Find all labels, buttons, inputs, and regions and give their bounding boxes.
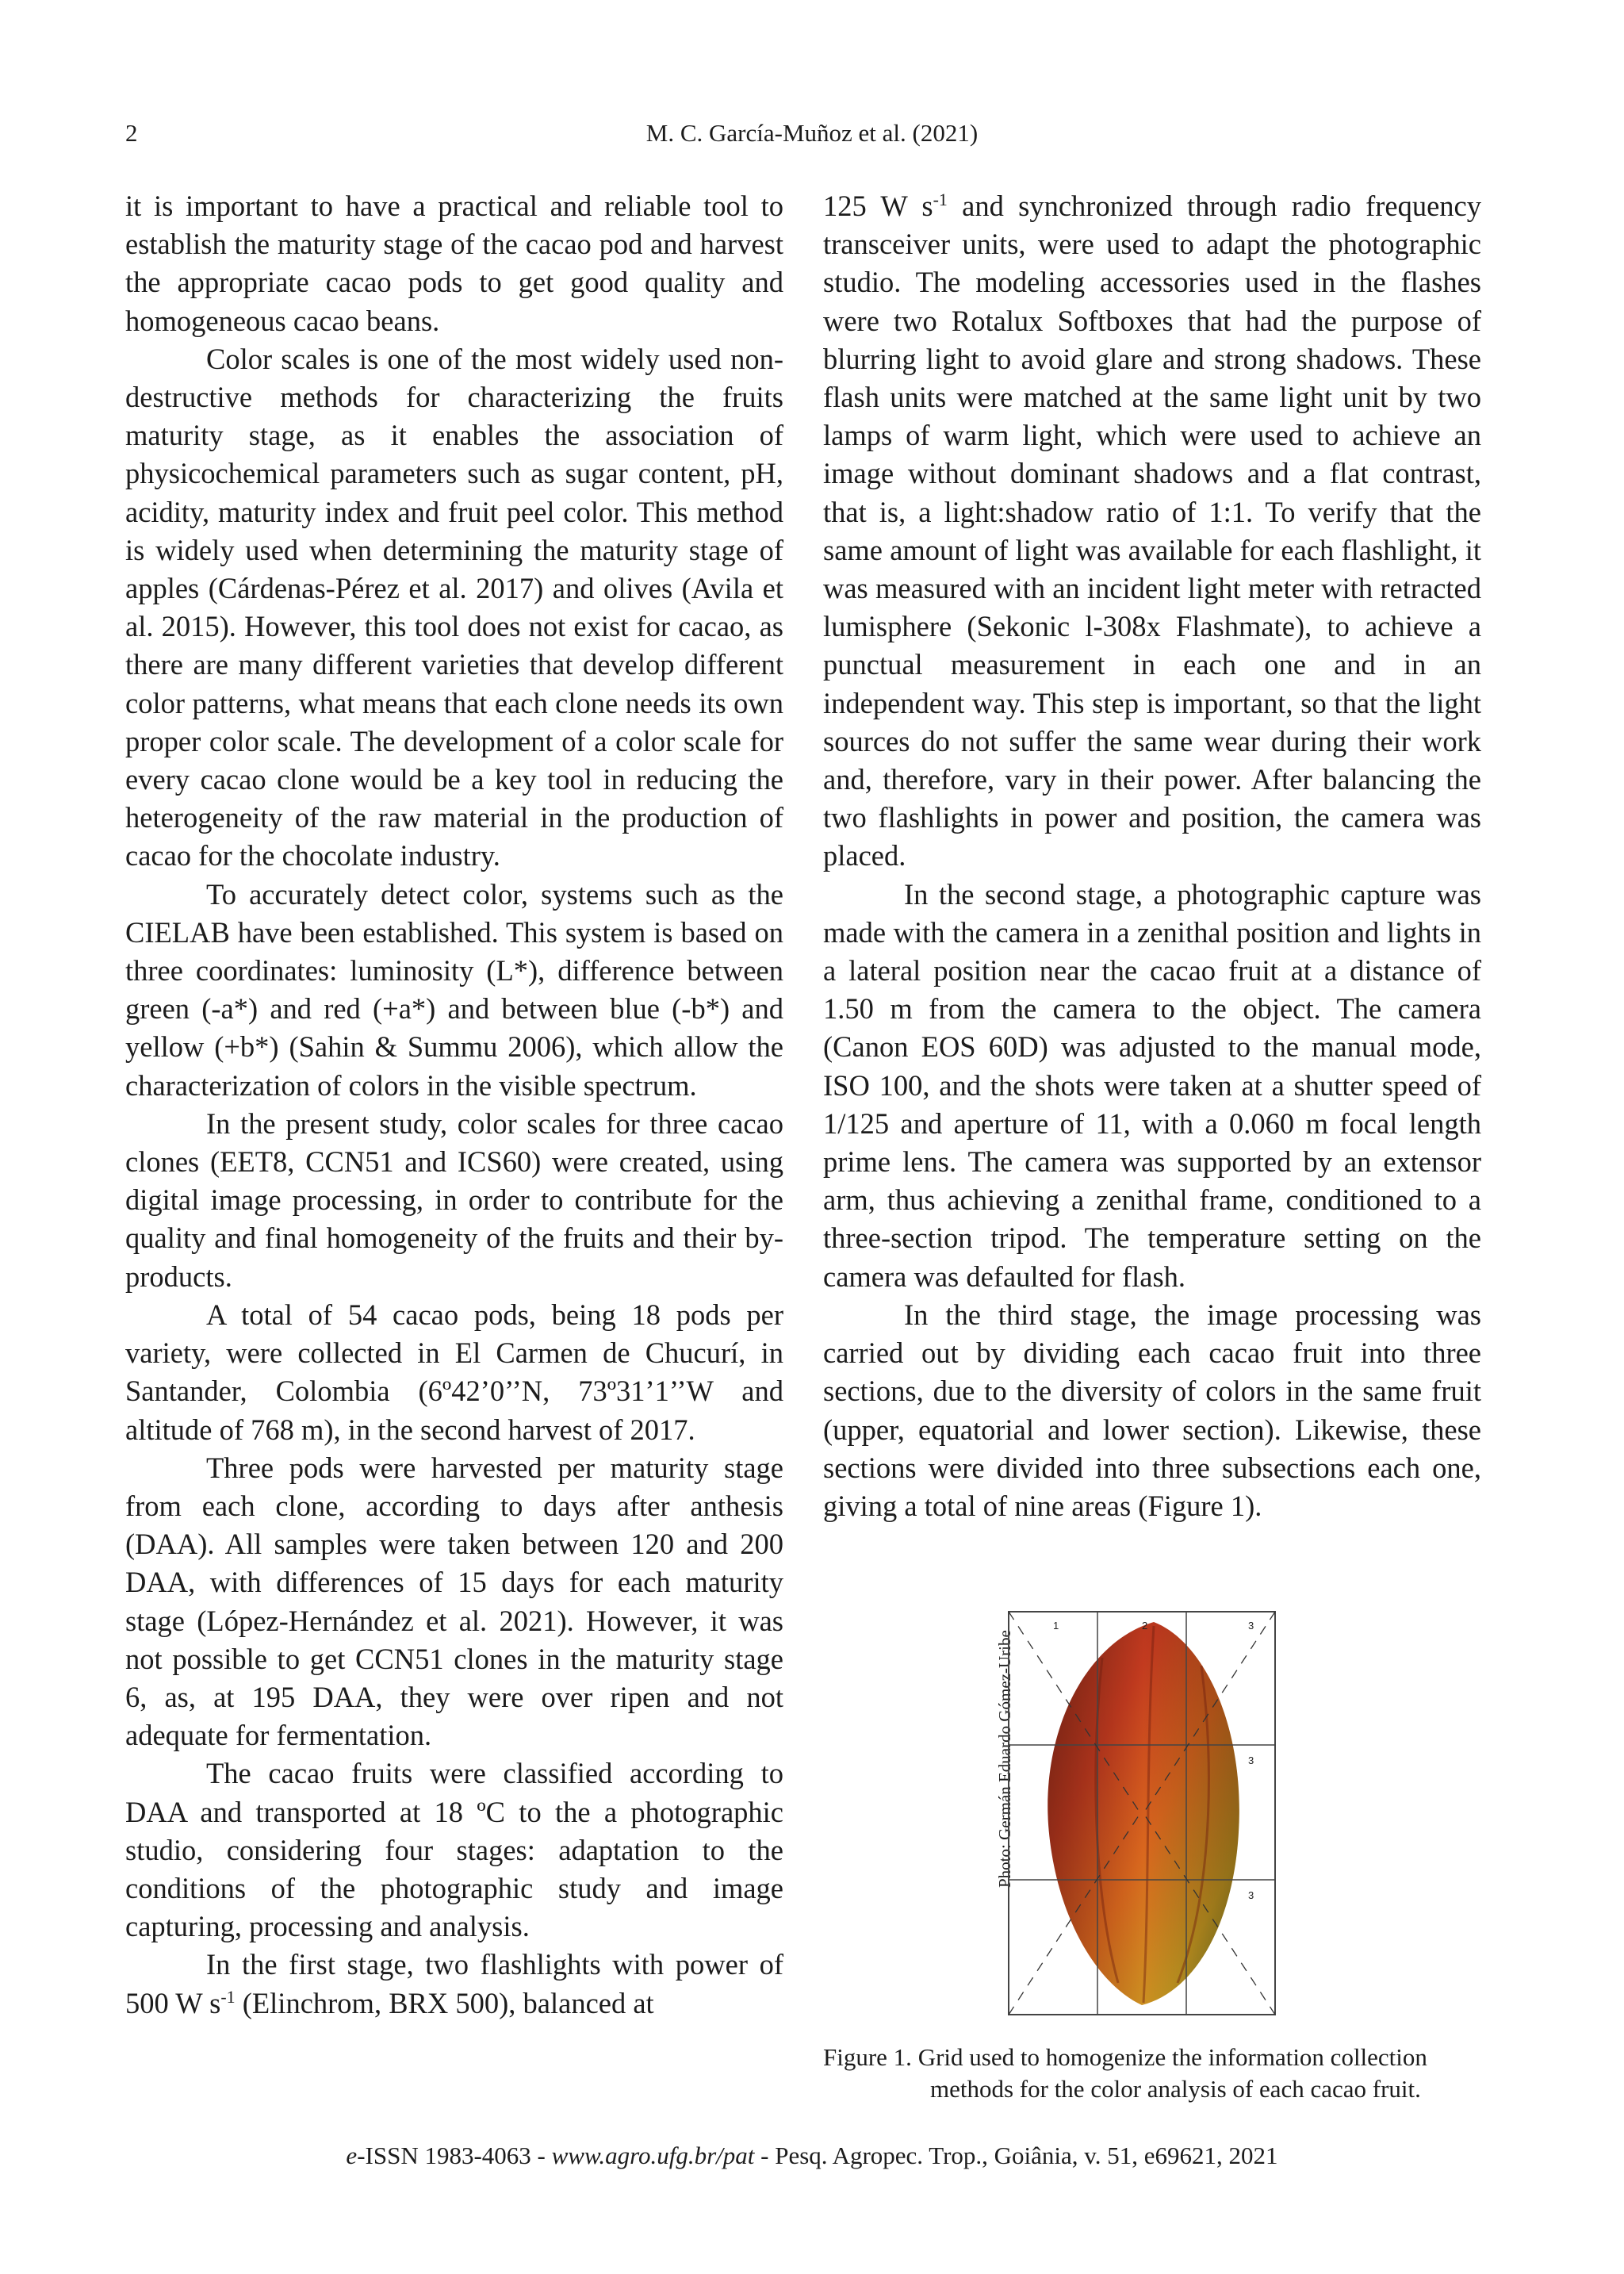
caption-text: Grid used to homogenize the information collection — [917, 2043, 1427, 2071]
caption-text: methods for the color analysis of each cacao fruit. — [930, 2075, 1421, 2103]
text-run: In the first stage, two flashlights with power of 500 W s — [125, 1948, 783, 2019]
paragraph: Color scales is one of the most widely used non-destructive methods for characterizing the fruits maturity stage, as it enables the association of physicochemical parameters such as sugar content, pH, acidity, maturity index and fruit peel color. This method is widely used when determining the maturity stage of apples (Cárdenas-Pérez et al. 2017) and olives (Avila et al. 2015). However, this tool does not exist for cacao, as there are many different varieties that develop different color patterns, what means that each clone needs its own proper color scale. The development of a color scale for every cacao clone would be a key tool in reducing the heterogeneity of the raw material in the production of cacao for the chocolate industry. — [125, 342, 783, 872]
right-column — [823, 187, 1481, 1525]
pod-shading — [1048, 1622, 1239, 2005]
superscript: -1 — [220, 1986, 236, 2007]
caption-label: Figure 1. — [823, 2043, 912, 2071]
running-head: M. C. García-Muñoz et al. (2021) — [645, 119, 979, 147]
paragraph — [125, 1946, 783, 2022]
paragraph — [823, 187, 1481, 876]
text-run: 125 W s — [823, 190, 933, 222]
footer — [0, 2142, 1624, 2170]
grid-label: 1 — [1053, 1620, 1059, 1632]
paragraph: In the present study, color scales for three cacao clones (EET8, CCN51 and ICS60) were created, using digital image processing, in order to contribute for the quality and final homogeneity of the fruits and their by-products. — [125, 1106, 783, 1293]
cacao-grid-figure — [1007, 1610, 1277, 2016]
left-column — [125, 187, 783, 2023]
text-run: and synchronized through radio frequency transceiver units, were used to adapt the photographic studio. The modeling accessories used in the flashes were two Rotalux Softboxes that had the purpose of blurring light to avoid glare and strong shadows. These flash units were matched at the same light unit by two lamps of warm light, which were used to achieve an image without dominant shadows and a flat contrast, that is, a light:shadow ratio of 1:1. To verify that the same amount of light was available for each flashlight, it was measured with an incident light meter with retracted lumisphere (Sekonic l-308x Flashmate), to achieve a punctual measurement in each one and in an independent way. This step is important, so that the light sources do not suffer the same wear during their work and, therefore, vary in their power. After balancing the two flashlights in power and position, the camera was placed. — [823, 190, 1481, 872]
paragraph: In the third stage, the image processing was carried out by dividing each cacao fruit into three sections, due to the diversity of colors in the same fruit (upper, equatorial and lower section). Likewise, these sections were divided into three subsections each one, giving a total of nine areas (Figure 1). — [823, 1298, 1481, 1522]
figure-caption — [823, 2042, 1481, 2105]
paragraph: A total of 54 cacao pods, being 18 pods per variety, were collected in El Carmen de Chucurí, in Santander, Colombia (6º42’0’’N, 73º31’1’’W and altitude of 768 m), in the second harvest of 2017. — [125, 1298, 783, 1446]
footer-issn: -ISSN 1983-4063 - — [357, 2142, 552, 2169]
superscript: -1 — [933, 189, 948, 209]
footer-journal: - Pesq. Agropec. Trop., Goiânia, v. 51, e69621, 2021 — [754, 2142, 1278, 2169]
footer-issn-prefix: e — [346, 2142, 358, 2169]
paragraph: To accurately detect color, systems such as the CIELAB have been established. This system is based on three coordinates: luminosity (L*), difference between green (-a*) and red (+a*) and between blue (-b*) and yellow (+b*) (Sahin & Summu 2006), which allow the characterization of colors in the visible spectrum. — [125, 877, 783, 1102]
photo-credit: Photo: Germán Eduardo Gómez-Uribe — [995, 1630, 1014, 1888]
paragraph: In the second stage, a photographic capture was made with the camera in a zenithal position and lights in a lateral position near the cacao fruit at a distance of 1.50 m from the camera to the object. The camera (Canon EOS 60D) was adjusted to the manual mode, ISO 100, and the shots were taken at a shutter speed of 1/125 and aperture of 11, with a 0.060 m focal length prime lens. The camera was supported by an extensor arm, thus achieving a zenithal frame, conditioned to a three-section tripod. The temperature setting on the camera was defaulted for flash. — [823, 877, 1481, 1293]
footer-url[interactable]: www.agro.ufg.br/pat — [551, 2142, 755, 2169]
grid-label: 3 — [1248, 1754, 1254, 1766]
paragraph: Three pods were harvested per maturity stage from each clone, according to days after anthesis (DAA). All samples were taken between 120 and 200 DAA, with differences of 15 days for each maturity stage (López-Hernández et al. 2021). However, it was not possible to get CCN51 clones in the maturity stage 6, as, at 195 DAA, they were over ripen and not adequate for fermentation. — [125, 1451, 783, 1752]
paragraph: The cacao fruits were classified according to DAA and transported at 18 ºC to the a photographic studio, considering four stages: adaptation to the conditions of the photographic study and image capturing, processing and analysis. — [125, 1757, 783, 1943]
grid-label: 3 — [1248, 1620, 1254, 1632]
grid-label: 2 — [1142, 1620, 1148, 1632]
text-run: (Elinchrom, BRX 500), balanced at — [235, 1986, 654, 2019]
paragraph: it is important to have a practical and reliable tool to establish the maturity stage of the cacao pod and harvest the appropriate cacao pods to get good quality and homogeneous cacao beans. — [125, 190, 783, 337]
page-number: 2 — [125, 119, 138, 147]
grid-label: 3 — [1248, 1889, 1254, 1901]
